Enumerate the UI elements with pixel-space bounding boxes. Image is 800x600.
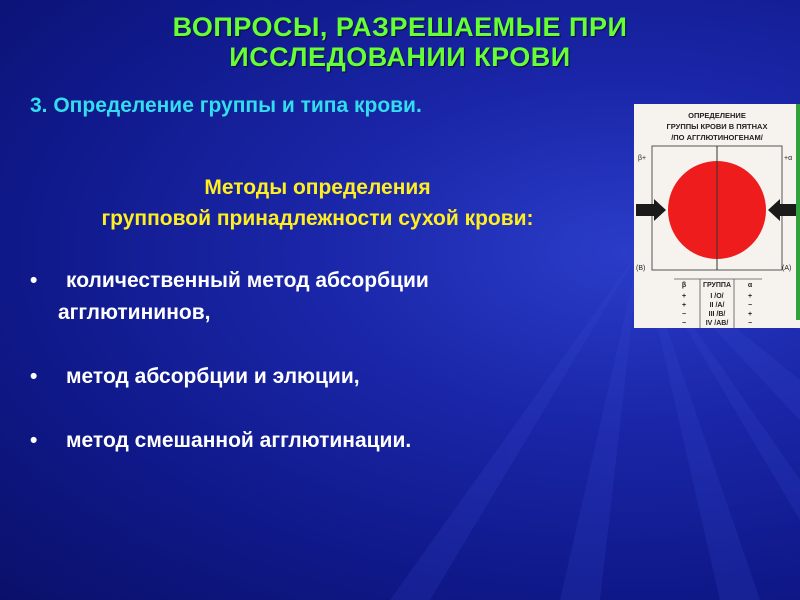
label-alpha-plus: +α — [784, 155, 793, 162]
list-item-text: метод смешанной агглютинации. — [66, 429, 412, 452]
table-header-group: ГРУППА — [702, 282, 732, 289]
arrow-right-icon — [636, 199, 666, 221]
label-a: (А) — [782, 265, 792, 272]
bullet-icon: • — [30, 429, 38, 452]
list-item — [28, 425, 411, 457]
table-cell: − — [681, 311, 687, 318]
title-line-1: ВОПРОСЫ, РАЗРЕШАЕМЫЕ ПРИ — [172, 12, 628, 42]
table-cell: III /B/ — [708, 311, 726, 318]
list-item-text-continued: агглютининов, — [58, 301, 211, 324]
title-line-2: ИССЛЕДОВАНИИ КРОВИ — [229, 42, 571, 72]
slide-title — [0, 12, 800, 72]
table-cell: II /A/ — [709, 302, 725, 309]
methods-heading — [0, 172, 635, 234]
table-cell: I /O/ — [710, 293, 724, 300]
list-item-text: метод абсорбции и элюции, — [66, 365, 360, 388]
blood-group-card-image — [634, 104, 800, 328]
methods-heading-line-2: групповой принадлежности сухой крови: — [101, 207, 534, 230]
methods-heading-line-1: Методы определения — [204, 176, 431, 199]
list-item — [28, 361, 360, 393]
label-beta-plus: β+ — [638, 155, 647, 162]
blood-group-card-drawing — [634, 104, 800, 328]
card-title-line-1: ОПРЕДЕЛЕНИЕ — [688, 111, 746, 120]
bullet-icon: • — [30, 269, 38, 292]
card-title-line-3: /ПО АГГЛЮТИНОГЕНАМ/ — [671, 133, 763, 142]
table-cell: + — [681, 302, 687, 309]
bullet-icon: • — [30, 365, 38, 388]
label-b: (В) — [636, 265, 646, 272]
table-header-beta: β — [681, 282, 687, 289]
section-subtitle: 3. Определение группы и типа крови. — [30, 94, 422, 117]
list-item — [28, 265, 429, 329]
table-cell: + — [747, 311, 753, 318]
card-edge-strip — [796, 104, 800, 320]
list-item-text: количественный метод абсорбции — [66, 269, 429, 292]
table-header-alpha: α — [747, 282, 753, 289]
table-cell: − — [747, 320, 753, 327]
card-title-line-2: ГРУППЫ КРОВИ В ПЯТНАХ — [666, 122, 768, 131]
table-cell: IV /AB/ — [705, 320, 729, 327]
table-cell: − — [747, 302, 753, 309]
table-cell: + — [747, 293, 753, 300]
arrow-left-icon — [768, 199, 798, 221]
table-cell: + — [681, 293, 687, 300]
table-cell: − — [681, 320, 687, 327]
